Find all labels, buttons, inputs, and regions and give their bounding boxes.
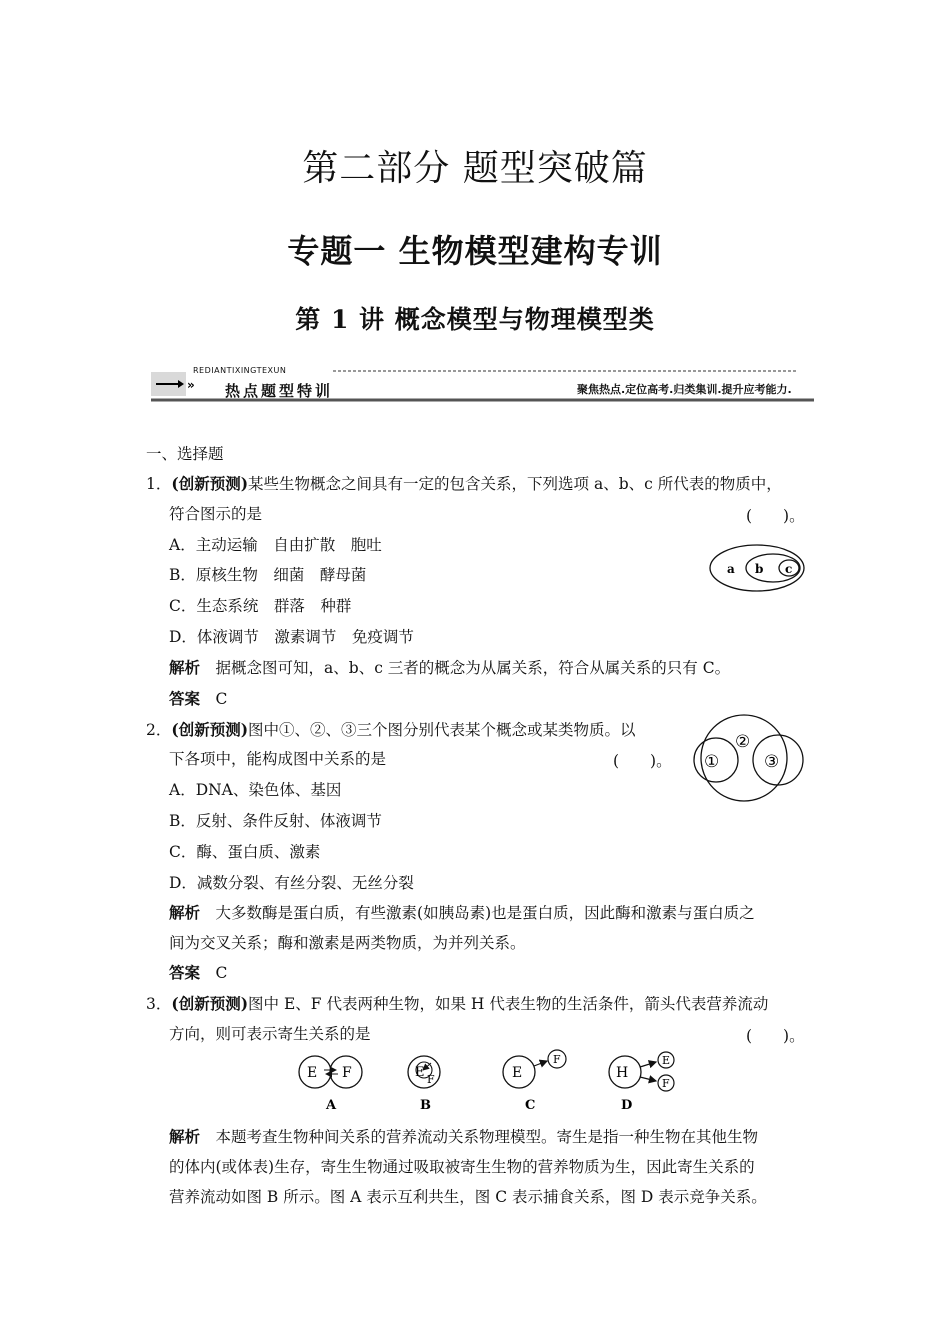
q1-option-a: A．主动运输 自由扩散 胞吐 [169, 536, 382, 554]
q1-answer-bracket: ( )。 [746, 507, 805, 525]
q3-figure-d [609, 1052, 674, 1113]
q2-option-b: B．反射、条件反射、体液调节 [169, 812, 382, 830]
q1-stem-line1 [146, 474, 782, 494]
q3-analysis-line2: 的体内(或体表)生存，寄生生物通过吸取被寄生生物的营养物质为生，因此寄生关系的 [169, 1158, 755, 1176]
q3-a-label: A [326, 1098, 337, 1113]
banner-pinyin: REDIANTIXINGTEXUN [193, 366, 287, 375]
q2-stem-line1 [146, 720, 636, 740]
q1-option-c: C．生态系统 群落 种群 [169, 597, 352, 615]
q2-answer-label: 答案 [169, 963, 201, 982]
banner-title: 热点题型特训 [225, 382, 334, 400]
q2-analysis-line1 [169, 903, 755, 923]
q2-analysis-line2: 间为交叉关系；酶和激素是两类物质，为并列关系。 [169, 934, 526, 952]
q2-answer-value: C [215, 964, 228, 982]
q2-diagram-1: ① [704, 752, 720, 772]
q1-number: 1． [146, 475, 172, 493]
q1-answer-label: 答案 [169, 689, 201, 708]
q3-d-h: H [616, 1065, 629, 1081]
q3-a-f: F [342, 1065, 352, 1081]
q2-diagram-2: ② [735, 732, 751, 752]
q3-b-f: F [427, 1073, 435, 1086]
q3-d-e: E [662, 1054, 671, 1067]
q3-answer-bracket: ( )。 [746, 1027, 805, 1045]
q2-answer [169, 963, 227, 983]
q2-option-d: D．减数分裂、有丝分裂、无丝分裂 [169, 874, 414, 892]
q3-c-label: C [525, 1098, 536, 1113]
q2-stem: 图中①、②、③三个图分别代表某个概念或某类物质。以 [248, 721, 636, 739]
q3-diagram [290, 1048, 690, 1114]
q1-stem-line2: 符合图示的是 [169, 505, 263, 523]
q3-figure-a [299, 1056, 362, 1113]
q3-figure-c [503, 1050, 566, 1113]
q2-analysis-text1: 大多数酶是蛋白质，有些激素(如胰岛素)也是蛋白质，因此酶和激素与蛋白质之 [215, 904, 755, 922]
q3-number: 3． [146, 995, 172, 1013]
q3-figure-b [408, 1056, 440, 1113]
q3-c-e: E [512, 1065, 523, 1081]
q3-a-e: E [307, 1065, 318, 1081]
q3-d-f: F [662, 1077, 670, 1090]
q3-b-label: B [420, 1098, 431, 1113]
q3-d-label: D [621, 1098, 633, 1113]
q2-number: 2． [146, 721, 172, 739]
q3-stem: 图中 E、F 代表两种生物，如果 H 代表生物的生活条件，箭头代表营养流动 [248, 995, 769, 1013]
q1-analysis [169, 658, 730, 678]
q2-tag: (创新预测) [171, 720, 249, 739]
q2-answer-bracket: ( )。 [613, 752, 672, 770]
q1-option-d: D．体液调节 激素调节 免疫调节 [169, 628, 414, 646]
part-title: 第二部分 题型突破篇 [302, 148, 648, 189]
q3-stem-line1 [146, 994, 768, 1014]
q2-option-a: A．DNA、染色体、基因 [169, 781, 342, 799]
svg-text:»: » [187, 378, 195, 392]
q2-diagram [688, 714, 814, 806]
q2-diagram-3: ③ [764, 752, 780, 772]
q1-option-b: B．原核生物 细菌 酵母菌 [169, 566, 367, 584]
banner-graphic [0, 0, 950, 420]
q1-diagram-a: a [727, 562, 735, 576]
q3-analysis-text1: 本题考查生物种间关系的营养流动关系物理模型。寄生是指一种生物在其他生物 [215, 1128, 759, 1146]
q3-stem-line2: 方向，则可表示寄生关系的是 [169, 1025, 371, 1043]
q3-b-e: E [415, 1065, 425, 1080]
q3-analysis-line3: 营养流动如图 B 所示。图 A 表示互利共生，图 C 表示捕食关系，图 D 表示竞争关系。 [169, 1188, 767, 1206]
q1-tag: (创新预测) [171, 474, 249, 493]
topic-title: 专题一 生物模型建构专训 [287, 232, 663, 270]
q3-c-f: F [553, 1053, 561, 1066]
q1-diagram [705, 538, 815, 600]
banner-slogan: 聚焦热点.定位高考.归类集训.提升应考能力. [577, 383, 792, 396]
q1-analysis-label: 解析 [169, 658, 201, 677]
q3-analysis-label: 解析 [169, 1127, 201, 1146]
q3-analysis-line1 [169, 1127, 758, 1147]
q1-answer-value: C [215, 690, 228, 708]
section-heading: 一、选择题 [146, 445, 224, 463]
q3-tag: (创新预测) [171, 994, 249, 1013]
q1-diagram-c: c [785, 562, 793, 576]
q1-diagram-b: b [755, 562, 764, 576]
q1-stem: 某些生物概念之间具有一定的包含关系，下列选项 a、b、c 所代表的物质中， [248, 475, 782, 493]
q2-stem-line2: 下各项中，能构成图中关系的是 [169, 750, 387, 768]
q2-analysis-label: 解析 [169, 903, 201, 922]
lecture-title: 第 1 讲 概念模型与物理模型类 [295, 305, 655, 334]
q1-answer [169, 689, 227, 709]
q1-analysis-text: 据概念图可知，a、b、c 三者的概念为从属关系，符合从属关系的只有 C。 [215, 659, 731, 677]
q2-option-c: C．酶、蛋白质、激素 [169, 843, 321, 861]
